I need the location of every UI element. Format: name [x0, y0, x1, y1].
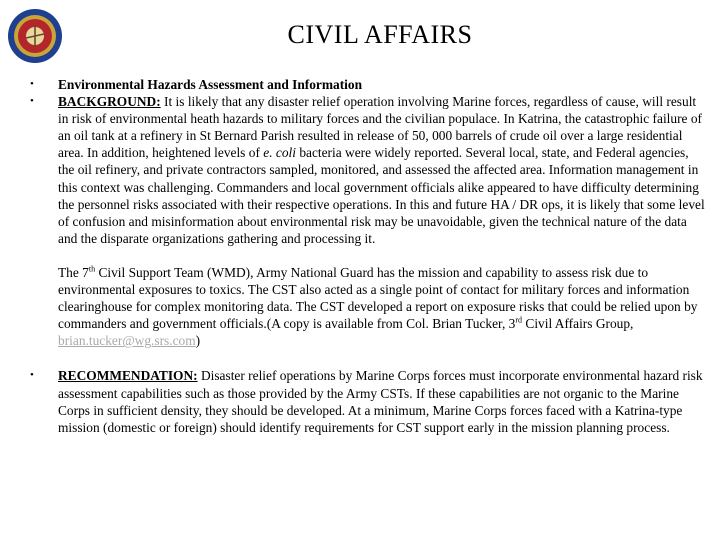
background-label: BACKGROUND:: [58, 94, 161, 110]
cst-paragraph: The 7th Civil Support Team (WMD), Army National Guard has the mission and capability to assess risk due to environmental exposures to toxics. The CST also acted as a single point of contact for military forces and information clearinghouse for complex monitoring data. The CST developed a report on exposure risks that could be relied upon by commanders and government officials.(A copy is available from Col. Brian Tucker, 3rd Civil Affairs Group, brian.tucker@wg.srs.com): [58, 264, 698, 349]
background-paragraph: [58, 93, 706, 247]
background-text: It is likely that any disaster relief operation involving Marine forces, regardless of cause, will result in risk of environmental heath hazards to military forces and the civilian populace. In Katrina, the catastrophic failure of an oil tank at a refinery in St Bernard Parish resulted in release of 50, 000 barrels of crude oil over a large residential area. In addition, heightened levels of: [58, 94, 702, 161]
background-text-continued: bacteria were widely reported. Several local, state, and Federal agencies, the oil refinery, and private contractors sampled, monitored, and assessed the affected area. Information management in this context was challenging. Commanders and local government officials alike appeared to have difficulty determining the personnel risks associated with their respective operations. In this and future HA / DR ops, it is likely that some level of confusion and misinformation about environmental risk may be unavoidable, given the technical nature of the data and the disparate organizations gathering and processing it.: [58, 145, 705, 246]
recommendation-paragraph: [58, 367, 706, 435]
slide-content: [30, 76, 706, 436]
section-heading: Environmental Hazards Assessment and Information: [58, 77, 363, 92]
bullet-icon: •: [30, 78, 34, 90]
list-item-background: [30, 93, 706, 247]
email-link[interactable]: brian.tucker@wg.srs.com: [58, 333, 196, 349]
cst-paragraph-row: [30, 264, 706, 349]
bullet-icon: •: [30, 95, 34, 108]
page-title: CIVIL AFFAIRS: [287, 20, 473, 49]
list-item: [30, 76, 706, 93]
list-item-recommendation: [30, 367, 706, 435]
bullet-icon: •: [30, 369, 34, 382]
recommendation-text: Disaster relief operations by Marine Corps forces must incorporate environmental hazard risk assessment capabilities such as those provided by the Army CSTs. If these capabilities are not organic to the Marine Corps in sufficient density, they should be developed. At a minimum, Marine Corps forces faced with a Katrina-type mission (domestic or foreign) should identify requirements for CST support early in the mission planning process.: [58, 368, 703, 435]
ecoli-text: e. coli: [263, 145, 296, 161]
recommendation-label: RECOMMENDATION:: [58, 368, 198, 384]
